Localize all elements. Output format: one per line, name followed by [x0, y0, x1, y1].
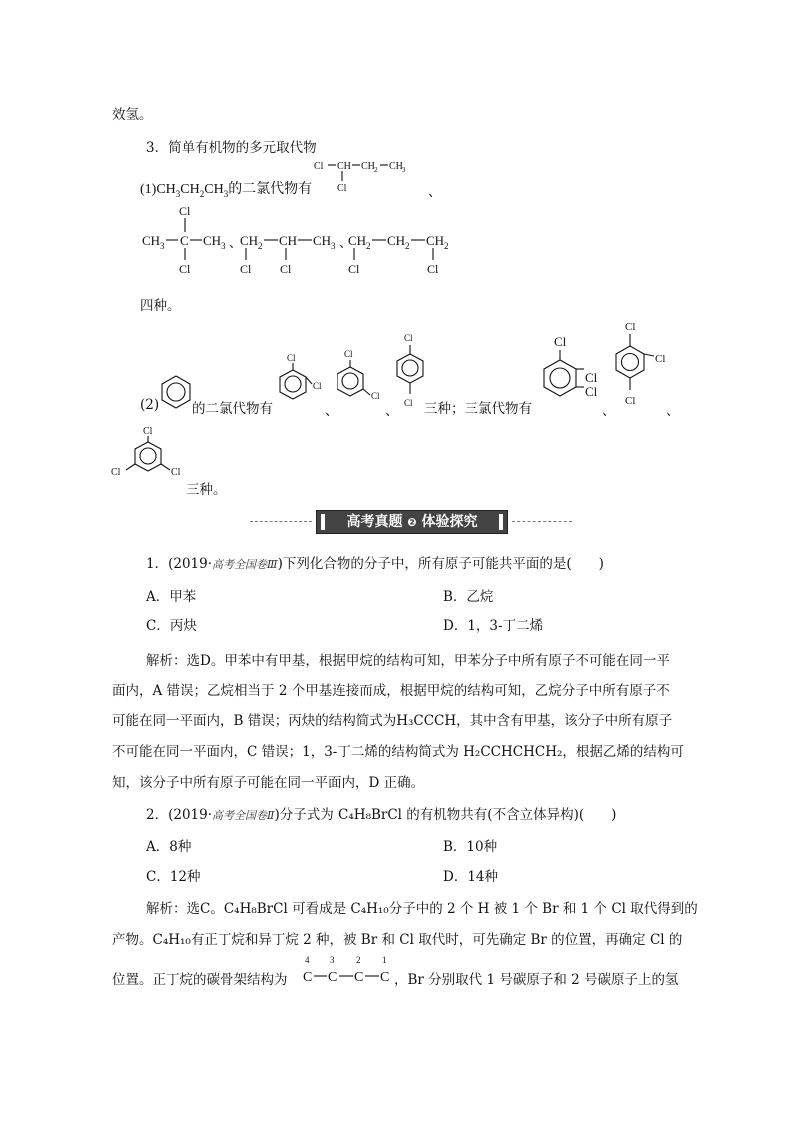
svg-text:2: 2: [444, 241, 449, 251]
svg-text:Cl: Cl: [240, 262, 252, 276]
q1-option-c: C．丙炔: [146, 618, 197, 634]
svg-text:2: 2: [366, 241, 371, 251]
q1-analysis-line: 知，该分子中所有原子可能在同一平面内，D 正确。: [112, 775, 425, 791]
q2-option-a: A．8种: [146, 839, 192, 855]
separator: 、: [666, 403, 680, 419]
svg-text:3: 3: [330, 955, 335, 965]
svg-text:C: C: [303, 970, 313, 985]
benzene-ring: [160, 374, 192, 410]
svg-text:Cl: Cl: [625, 321, 636, 333]
svg-text:CH: CH: [279, 233, 298, 248]
q1-analysis-line: 不可能在同一平面内，C 错误；1，3-丁二烯的结构简式为 H₂CCHCHCH₂，根据乙烯的结构可: [112, 744, 684, 760]
svg-text:C: C: [180, 233, 189, 248]
svg-text:3: 3: [160, 241, 165, 251]
q2-analysis-line: 位置。正丁烷的碳骨架结构为: [112, 972, 288, 988]
svg-text:Cl: Cl: [585, 384, 598, 399]
q2-analysis-line: 产物。C₄H₁₀有正丁烷和异丁烷 2 种，被 Br 和 Cl 取代时，可先确定 Br 的位置，再确定 Cl 的: [112, 932, 683, 948]
chem-p-dichlorobenzene: [396, 330, 426, 414]
svg-text:、: 、: [339, 235, 353, 250]
text-line: 的二氯代物有: [192, 401, 273, 417]
text-line: 三种；三氯代物有: [424, 401, 532, 417]
svg-text:3: 3: [331, 241, 336, 251]
svg-text:Cl: Cl: [171, 467, 181, 478]
item-heading: 3．简单有机物的多元取代物: [146, 140, 317, 156]
question-1-stem: 1．(2019·高考全国卷Ⅲ)下列化合物的分子中，所有原子可能共平面的是( ): [146, 556, 604, 572]
svg-text:Cl: Cl: [625, 395, 636, 407]
chem-135-trichlorobenzene: [108, 424, 188, 494]
chem-o-dichlorobenzene: [277, 352, 327, 412]
q1-analysis-line: 解析：选D。甲苯中有甲基，根据甲烷的结构可知，甲苯分子中所有原子不可能在同一平: [146, 653, 670, 669]
svg-text:Cl: Cl: [179, 204, 191, 218]
svg-text:CH: CH: [361, 161, 375, 172]
question-2-stem: 2．(2019·高考全国卷Ⅱ)分子式为 C₄H₈BrCl 的有机物共有(不含立体异构)( ): [146, 807, 617, 823]
q2-option-c: C．12种: [146, 869, 201, 885]
chem-structures-dichloropropanes: [140, 202, 460, 278]
svg-text:CH: CH: [337, 161, 351, 172]
svg-text:Cl: Cl: [655, 353, 666, 365]
q2-option-d: D．14种: [443, 869, 499, 885]
svg-text:Cl: Cl: [348, 262, 360, 276]
svg-text:CH: CH: [389, 161, 403, 172]
separator: 、: [385, 403, 399, 419]
svg-text:Cl: Cl: [554, 334, 567, 349]
svg-text:C: C: [328, 970, 338, 985]
svg-text:Cl: Cl: [314, 161, 324, 172]
svg-text:2: 2: [356, 955, 361, 965]
chem-structure-1-1-dichloropropane: [312, 155, 422, 197]
section-banner-title: 高考真题 ❷ 体验探究: [316, 510, 508, 534]
svg-text:Cl: Cl: [371, 391, 380, 401]
svg-text:Cl: Cl: [280, 262, 292, 276]
svg-text:3: 3: [402, 166, 406, 174]
text-line: 效氢。: [112, 107, 153, 123]
chem-m-dichlorobenzene: [337, 345, 387, 409]
svg-text:CH: CH: [240, 233, 259, 248]
svg-text:、: 、: [229, 235, 243, 250]
svg-text:Cl: Cl: [427, 262, 439, 276]
svg-text:1: 1: [382, 955, 387, 965]
q1-option-d: D．1，3-丁二烯: [443, 618, 544, 634]
propane-formula: $(1)CH_3CH_2CH_3$的二氯代物有: [140, 181, 313, 199]
chem-butane-skeleton: [302, 952, 394, 988]
svg-text:2: 2: [374, 166, 378, 174]
svg-text:Cl: Cl: [143, 426, 153, 437]
svg-text:Cl: Cl: [287, 353, 296, 363]
svg-text:Cl: Cl: [404, 398, 413, 408]
svg-text:Cl: Cl: [111, 467, 121, 478]
svg-text:4: 4: [305, 955, 310, 965]
chem-124-trichlorobenzene: [614, 318, 670, 410]
q2-analysis-line: ，Br 分别取代 1 号碳原子和 2 号碳原子上的氢: [394, 972, 679, 988]
svg-text:CH: CH: [348, 233, 367, 248]
section-banner: [250, 510, 572, 534]
text-label: (2): [140, 397, 160, 413]
svg-text:Cl: Cl: [404, 333, 413, 343]
svg-text:CH: CH: [142, 233, 161, 248]
svg-text:Cl: Cl: [344, 349, 353, 359]
separator: 、: [325, 403, 339, 419]
q1-option-a: A．甲苯: [146, 589, 197, 605]
svg-text:3: 3: [221, 241, 226, 251]
q1-analysis-line: 可能在同一平面内，B 错误；丙炔的结构简式为H₃CCCH，其中含有甲基，该分子中所有原子: [112, 713, 673, 729]
svg-text:Cl: Cl: [313, 381, 322, 391]
svg-text:CH: CH: [313, 233, 332, 248]
separator: 、: [428, 184, 442, 200]
svg-text:Cl: Cl: [179, 262, 191, 276]
text-line: 三种。: [186, 482, 227, 498]
svg-text:C: C: [354, 970, 364, 985]
q1-option-b: B．乙烷: [443, 589, 494, 605]
svg-text:2: 2: [405, 241, 410, 251]
separator: 、: [602, 403, 616, 419]
q1-analysis-line: 面内，A 错误；乙烷相当于 2 个甲基连接而成，根据甲烷的结构可知，乙烷分子中所有原子不: [112, 683, 670, 699]
chem-123-trichlorobenzene: [540, 330, 604, 412]
svg-text:Cl: Cl: [585, 370, 598, 385]
svg-text:CH: CH: [426, 233, 445, 248]
svg-text:CH: CH: [203, 233, 222, 248]
svg-text:CH: CH: [387, 233, 406, 248]
svg-text:2: 2: [258, 241, 263, 251]
text-line: 四种。: [140, 298, 181, 314]
svg-text:Cl: Cl: [337, 183, 347, 194]
q2-option-b: B．10种: [443, 839, 498, 855]
svg-text:C: C: [380, 970, 390, 985]
q2-analysis-line: 解析：选C。C₄H₈BrCl 可看成是 C₄H₁₀分子中的 2 个 H 被 1 个 Br 和 1 个 Cl 取代得到的: [146, 901, 698, 917]
